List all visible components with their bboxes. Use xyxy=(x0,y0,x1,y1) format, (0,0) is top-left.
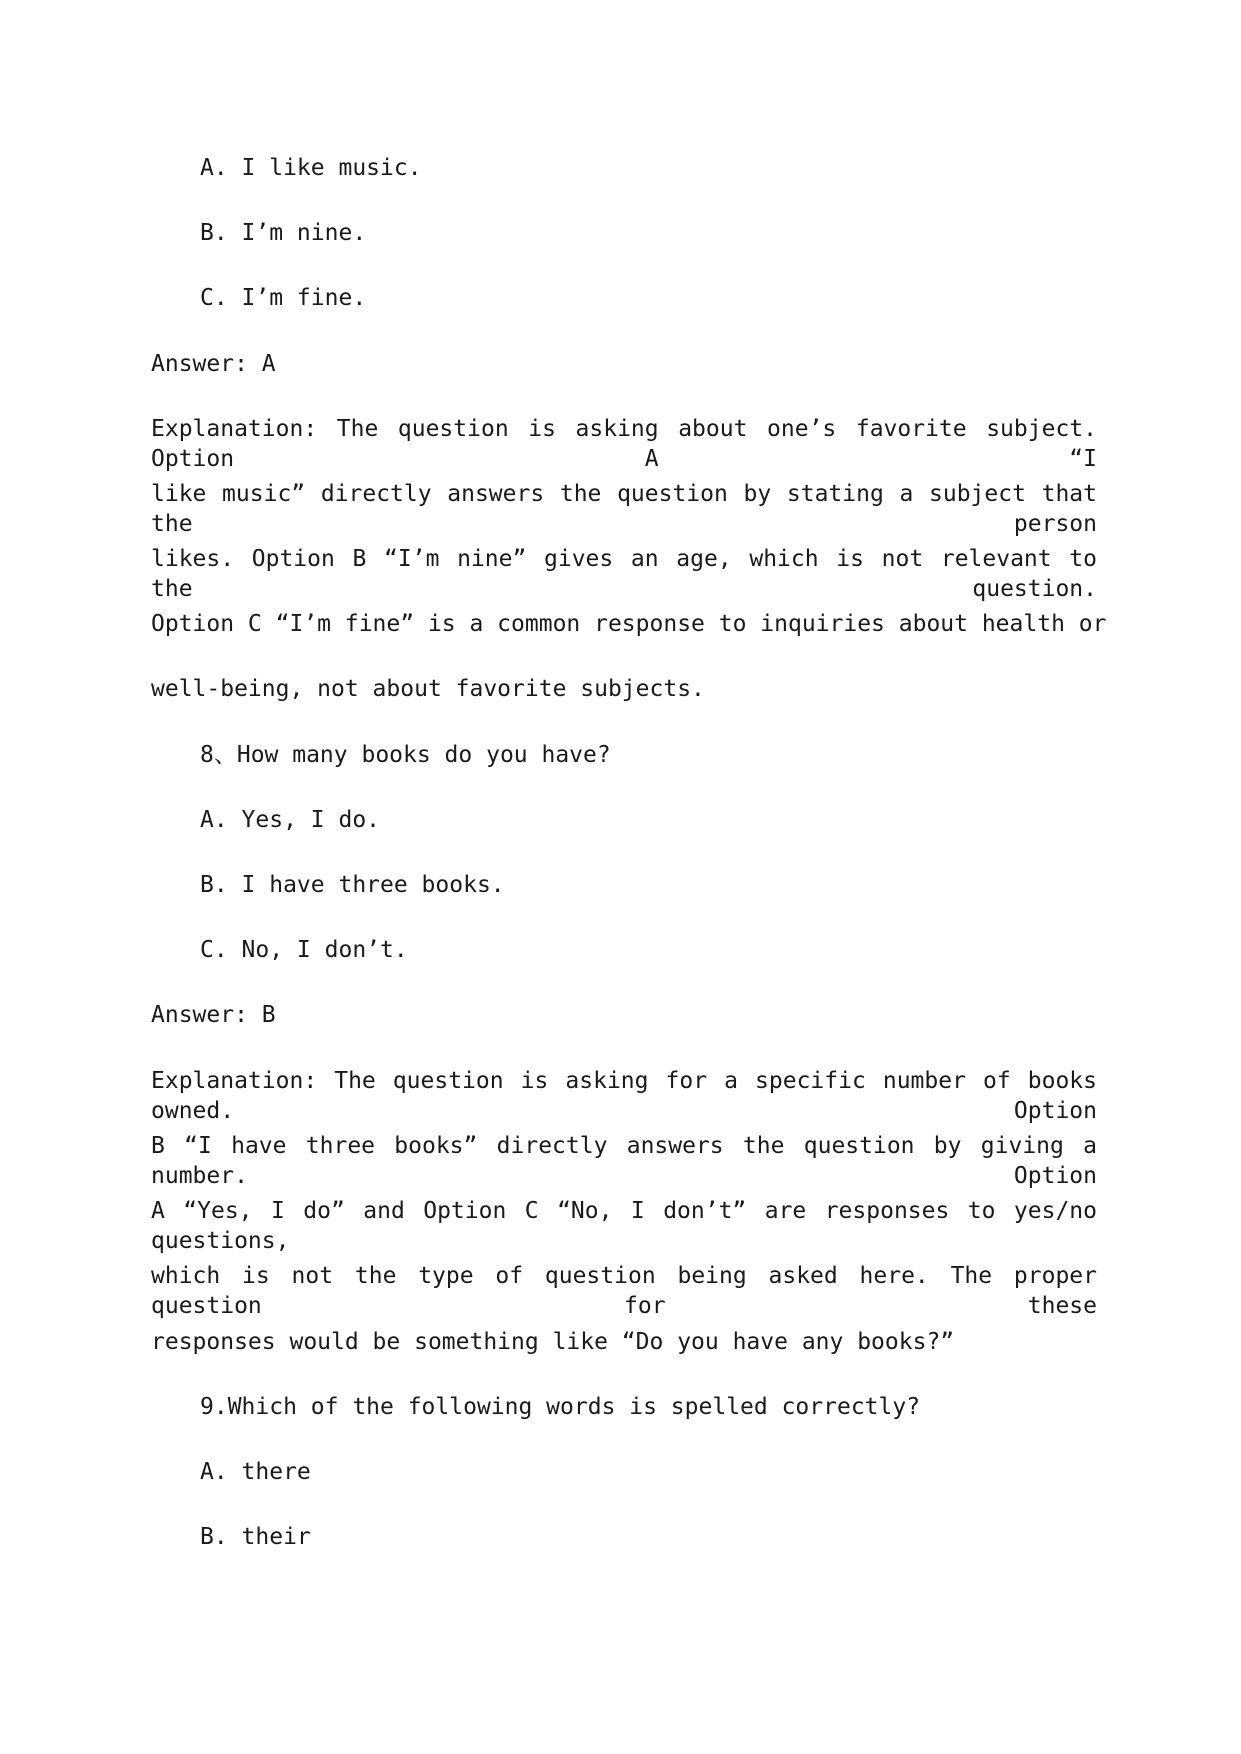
q7-explanation-line: like music” directly answers the question by stating a subject that the person xyxy=(151,481,1097,537)
q7-option-a: A. I like music. xyxy=(200,155,422,181)
q7-explanation-line: Explanation: The question is asking about one’s favorite subject. Option A “I xyxy=(151,416,1097,472)
q8-option-c: C. No, I don’t. xyxy=(200,937,408,963)
q8-explanation-line: Explanation: The question is asking for a specific number of books owned. Option xyxy=(151,1068,1097,1124)
q8-question: 8、How many books do you have? xyxy=(200,742,611,768)
q8-explanation-line: responses would be something like “Do you have any books?” xyxy=(151,1329,955,1355)
q7-option-b: B. I’m nine. xyxy=(200,220,367,246)
q8-answer: Answer: B xyxy=(151,1002,276,1028)
q9-option-b: B. their xyxy=(200,1524,311,1550)
q8-option-b: B. I have three books. xyxy=(200,872,505,898)
q9-question: 9.Which of the following words is spelled correctly? xyxy=(200,1394,921,1420)
q7-answer: Answer: A xyxy=(151,351,276,377)
q7-option-c: C. I’m fine. xyxy=(200,285,367,311)
q7-explanation-line: well-being, not about favorite subjects. xyxy=(151,676,705,702)
q8-explanation-line: B “I have three books” directly answers the question by giving a number. Option xyxy=(151,1133,1097,1189)
q8-explanation-line: which is not the type of question being asked here. The proper question for these xyxy=(151,1263,1097,1319)
q7-explanation-line: likes. Option B “I’m nine” gives an age, which is not relevant to the question. xyxy=(151,546,1097,602)
q8-option-a: A. Yes, I do. xyxy=(200,807,381,833)
q7-explanation-line: Option C “I’m fine” is a common response to inquiries about health or xyxy=(151,611,1107,637)
q9-option-a: A. there xyxy=(200,1459,311,1485)
q8-explanation-line: A “Yes, I do” and Option C “No, I don’t” are responses to yes/no questions, xyxy=(151,1198,1097,1254)
